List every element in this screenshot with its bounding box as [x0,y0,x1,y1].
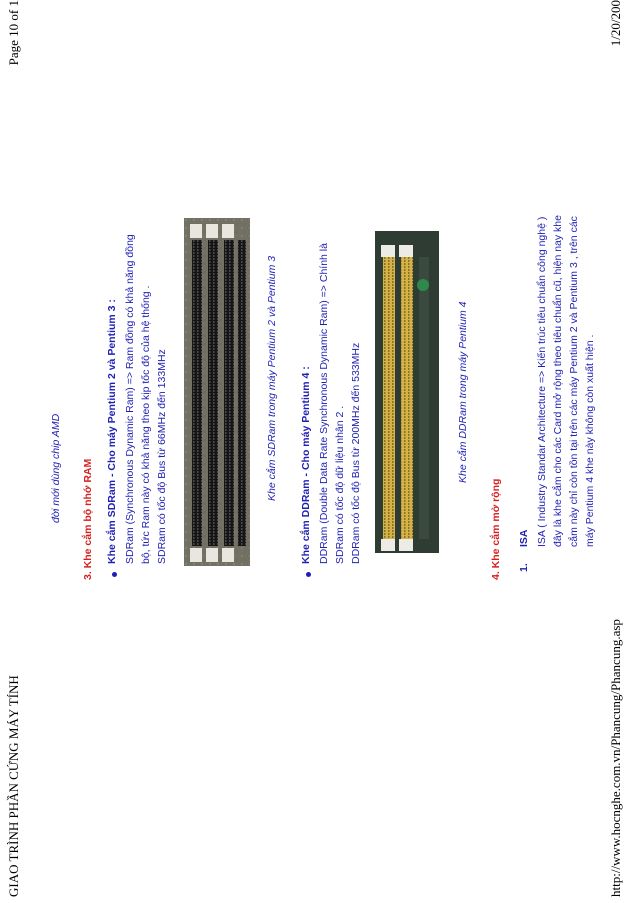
section-4-heading: 4. Khe cắm mở rộng [490,478,502,580]
bullet-icon [306,572,311,577]
sdram-slots-drawing [184,218,250,566]
ddram-line-1: DDRam (Double Data Rate Synchronous Dynamic Ram) => Chính là [318,243,330,564]
ddram-slots-drawing [375,231,439,553]
sdram-caption: Khe cắm SDRam trong máy Pentium 2 và Pentium 3 [266,255,278,501]
isa-line-3: cắm này chỉ còn tồn tại trên các máy Pentium 2 và Pentium 3 , trên các [568,216,580,547]
document-title: GIAO TRÌNH PHẦN CỨNG MÁY TÍNH [6,675,21,897]
sdram-line-2: bộ, tức Ram này có khả năng theo kịp tốc độ của hệ thống . [140,285,152,564]
bullet-icon [112,572,117,577]
isa-line-2: đây là khe cắm cho các Card mở rộng theo tiêu chuẩn cũ, hiện nay khe [552,215,564,547]
ddram-title: Khe cắm DDRam - Cho máy Pentium 4 : [300,366,312,564]
section-3-heading: 3. Khe cắm bộ nhớ RAM [82,458,94,580]
ddram-caption: Khe cắm DDRam trong máy Pentium 4 [457,301,469,483]
page-header [6,0,26,903]
ddram-slots-photo [375,231,439,553]
page-footer [608,0,628,903]
sdram-title: Khe cắm SDRam - Cho máy Pentium 2 và Pentium 3 : [106,299,118,564]
sdram-line-3: SDRam có tốc độ Bus từ 66MHz đến 133MHz [156,349,168,564]
isa-number: 1. [518,563,530,572]
source-url: http://www.hocnghe.com.vn/Phancung/Phancung.asp [608,619,623,897]
intro-line: đời mới dùng chip AMD [50,413,62,523]
page-number: Page 10 of 1 [6,0,21,66]
isa-title: ISA [518,529,530,547]
ddram-line-2: SDRam có tốc độ dữ liệu nhân 2 . [334,405,346,564]
print-date: 1/20/200 [608,0,623,47]
isa-line-4: máy Pentium 4 khe này không còn xuất hiện . [584,334,596,547]
sdram-slots-photo [184,218,250,566]
sdram-line-1: SDRam (Synchronous Dynamic Ram) => Ram đồng có khả năng đồng [124,234,136,564]
ddram-line-3: DDRam có tốc độ Bus từ 200MHz đến 533MHz [350,342,362,564]
isa-line-1: ISA ( Industry Standar Architecture => Kiến trúc tiêu chuẩn công nghệ ) [536,216,548,547]
